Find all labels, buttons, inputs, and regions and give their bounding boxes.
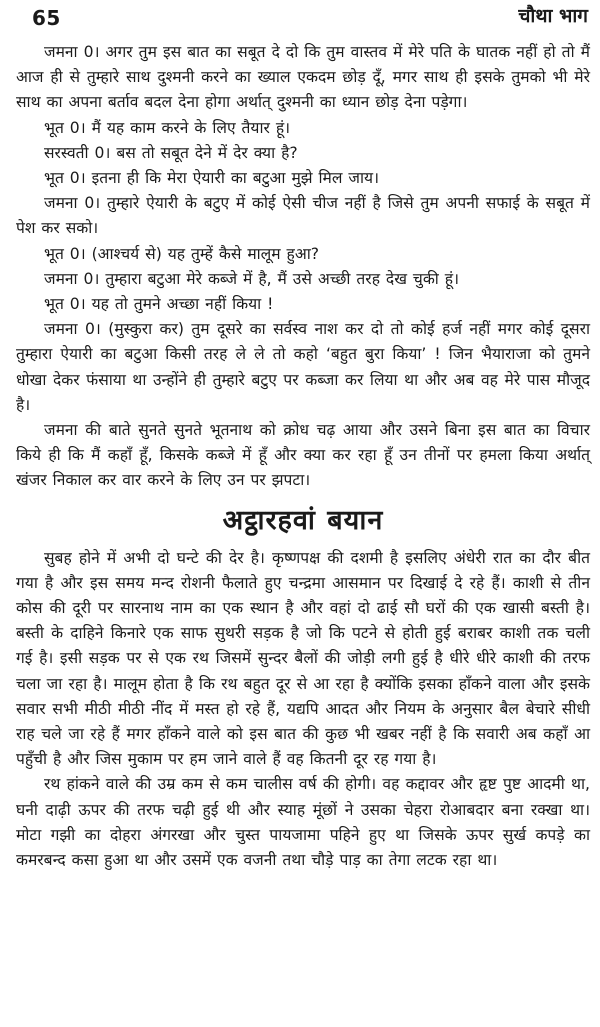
paragraph: जमना 0। तुम्हारा बटुआ मेरे कब्जे में है, मैं उसे अच्छी तरह देख चुकी हूं।: [44, 269, 459, 288]
paragraph: रथ हांकने वाले की उम्र कम से कम चालीस वर्ष की होगी। वह कद्दावर और हृष्ट पुष्ट आदमी था, घनी दाढ़ी ऊपर की तरफ चढ़ी हुई थी और स्याह मूंछों ने उसका चेहरा रोआबदार बना रक्खा था। मोटा गझी का दोहरा अंगरखा और चुस्त पायजामा पहिने हुए था जिसके ऊपर सुर्ख कपड़े का कमरबन्द कसा हुआ था और उसमें एक वजनी तथा चौड़े पाड़ का तेगा लटक रहा था।: [16, 775, 590, 870]
body-text: [16, 40, 590, 873]
page-number: 65: [32, 6, 61, 30]
running-head: चौथा भाग: [518, 5, 588, 27]
paragraph: भूत 0। मैं यह काम करने के लिए तैयार हूं।: [44, 118, 291, 137]
paragraph: सुबह होने में अभी दो घन्टे की देर है। कृष्णपक्ष की दशमी है इसलिए अंधेरी रात का दौर बीत गया है और इस समय मन्द रोशनी फैलाते हुए चन्द्रमा आसमान पर दिखाई दे रहे हैं। काशी से तीन कोस की दूरी पर सारनाथ नाम का एक स्थान है और वहां दो ढाई सौ घरों की एक खासी बस्ती है। बस्ती के दाहिने किनारे एक साफ सुथरी सड़क है जो कि पटने से होती हुई बराबर काशी तक चली गई है। इसी सड़क पर से एक रथ जिसमें सुन्दर बैलों की जोड़ी लगी हुई है धीरे धीरे काशी की तरफ चला जा रहा है। मालूम होता है कि रथ बहुत दूर से आ रहा है क्योंकि इसका हाँकने वाला और इसके सवार सभी मीठी मीठी नींद में मस्त हो रहे हैं, यद्यपि आदत और नियम के अनुसार बैल बेचारे सीधी राह चले जा रहे हैं मगर हाँकने वाले को इस बात की कुछ भी खबर नहीं है कि सवारी अब कहाँ आ पहुँची है और जिस मुकाम पर हम जाने वाले हैं वह कितनी दूर रह गया है।: [16, 548, 590, 769]
paragraph: भूत 0। इतना ही कि मेरा ऐयारी का बटुआ मुझे मिल जाय।: [44, 169, 379, 188]
page-header: [16, 0, 590, 40]
paragraph: जमना 0। तुम्हारे ऐयारी के बटुए में कोई ऐसी चीज नहीं है जिसे तुम अपनी सफाई के सबूत में पेश कर सको।: [16, 194, 590, 238]
paragraph: भूत 0। (आश्चर्य से) यह तुम्हें कैसे मालूम हुआ?: [44, 244, 320, 263]
paragraph: सरस्वती 0। बस तो सबूत देने में देर क्या है?: [44, 143, 298, 162]
paragraph: जमना 0। अगर तुम इस बात का सबूत दे दो कि तुम वास्तव में मेरे पति के घातक नहीं हो तो मैं आज ही से तुम्हारे साथ दुश्मनी करने का ख्याल एकदम छोड़ दूँ, मगर साथ ही इसके तुमको भी मेरे साथ का अपना बर्ताव बदल देना होगा अर्थात् दुश्मनी का ध्यान छोड़ देना पड़ेगा।: [16, 43, 590, 112]
chapter-heading: अट्ठारहवां बयान: [222, 504, 384, 536]
paragraph: जमना 0। (मुस्कुरा कर) तुम दूसरे का सर्वस्व नाश कर दो तो कोई हर्ज नहीं मगर कोई दूसरा तुम्हारा ऐयारी का बटुआ किसी तरह ले ले तो कहो ‘बहुत बुरा किया’ ! जिन भैयाराजा को तुमने धोखा देकर फंसाया था उन्होंने ही तुम्हारे बटुए पर कब्जा कर लिया था और अब वह मेरे पास मौजूद है।: [16, 320, 590, 414]
paragraph: जमना की बाते सुनते सुनते भूतनाथ को क्रोध चढ़ आया और उसने बिना इस बात का विचार किये ही कि मैं कहाँ हूँ, किसके कब्जे में हूँ और क्या कर रहा हूँ उन तीनों पर हमला किया अर्थात् खंजर निकाल कर वार करने के लिए उन पर झपटा।: [16, 421, 590, 490]
paragraph: भूत 0। यह तो तुमने अच्छा नहीं किया !: [44, 295, 274, 314]
